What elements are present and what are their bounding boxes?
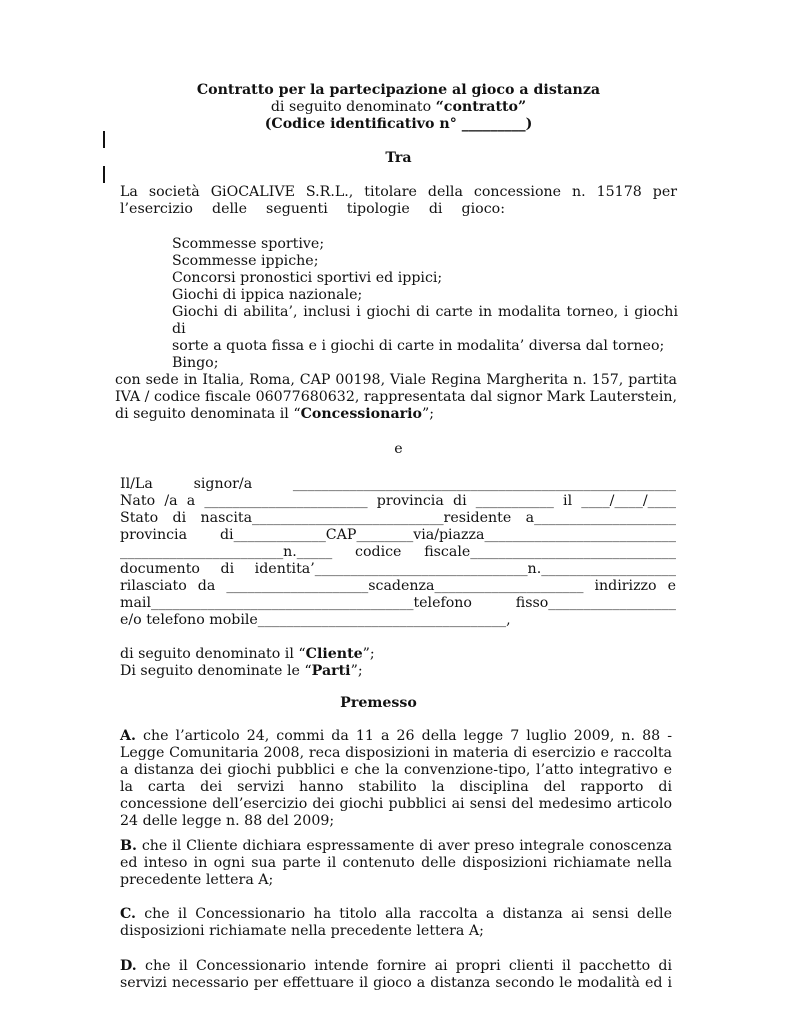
list-item: Concorsi pronostici sportivi ed ippici; (172, 270, 443, 286)
list-item: Giochi di ippica nazionale; (172, 287, 363, 303)
list-item: Scommesse ippiche; (172, 253, 319, 269)
code-identifier: (Codice identificativo n° _________) (264, 116, 533, 132)
game-types-list (172, 236, 678, 372)
parti-suffix: ”; (350, 663, 363, 679)
sede-line: IVA / codice fiscale 06077680632, rappresentata dal signor Mark Lauterstein, (115, 389, 677, 405)
clause-line (120, 906, 672, 923)
client-field-line: _______________________n._____ codice fiscale_____________________________ (120, 544, 676, 560)
client-field-line: documento di identita’______________________________n.___________________ (120, 561, 676, 577)
clause-text: che il Concessionario ha titolo alla raccolta a distanza ai sensi delle (144, 906, 672, 922)
clause-line: concessione dell’esercizio dei giochi pubblici ai sensi del medesimo articolo (120, 796, 672, 812)
parti-label: Parti (311, 663, 351, 679)
contract-title: Contratto per la partecipazione al gioco a distanza (196, 82, 601, 98)
revision-mark (103, 166, 105, 183)
list-item: Scommesse sportive; (172, 236, 325, 252)
subtitle-bold: “contratto” (435, 99, 527, 115)
parti-line (120, 663, 676, 680)
clause-line: servizi necessario per effettuare il gioco a distanza secondo le modalità ed i (120, 975, 672, 991)
intro-line: La società GiOCALIVE S.R.L., titolare della concessione n. 15178 per (120, 184, 677, 200)
list-item: sorte a quota fissa e i giochi di carte in modalita’ diversa dal torneo; (172, 338, 665, 354)
clause-line: precedente lettera A; (120, 872, 274, 888)
sede-line: con sede in Italia, Roma, CAP 00198, Viale Regina Margherita n. 157, partita (115, 372, 677, 388)
list-item: Giochi di abilita’, inclusi i giochi di carte in modalita torneo, i giochi di (172, 304, 678, 337)
clause-line: la carta dei servizi hanno stabilito la disciplina del rapporto di (120, 779, 672, 795)
client-field-line: Nato /a a _______________________ provincia di ___________ il ____/____/____ (120, 493, 676, 509)
revision-mark (103, 131, 105, 148)
cliente-suffix: ”; (362, 646, 375, 662)
tra-heading: Tra (385, 150, 412, 166)
sede-line (115, 406, 677, 423)
client-field-line: e/o telefono mobile___________________________________, (120, 612, 511, 628)
clause-line: 24 delle legge n. 88 del 2009; (120, 813, 335, 829)
e-separator: e (394, 441, 403, 457)
intro-paragraph (120, 184, 677, 218)
clause-letter: A. (120, 728, 136, 744)
list-item: Bingo; (172, 355, 219, 371)
clause-text: che il Concessionario intende fornire ai propri clienti il pacchetto di (145, 958, 672, 974)
clause-b (120, 838, 672, 889)
client-field-line: Stato di nascita___________________________residente a____________________ (120, 510, 676, 526)
parti-prefix: Di seguito denominate le “ (120, 663, 312, 679)
clause-letter: C. (120, 906, 136, 922)
cliente-prefix: di seguito denominato il “ (120, 646, 306, 662)
cliente-definition (120, 646, 676, 680)
client-fields (120, 476, 676, 629)
clause-line: a distanza dei giochi pubblici e che la convenzione-tipo, l’atto integrativo e (120, 762, 672, 778)
cliente-line (120, 646, 676, 663)
cliente-label: Cliente (305, 646, 363, 662)
intro-line: l’esercizio delle seguenti tipologie di gioco: (120, 201, 505, 217)
clause-line: disposizioni richiamate nella precedente lettera A; (120, 923, 484, 939)
clause-c (120, 906, 672, 940)
client-field-line: rilasciato da ____________________scadenza_____________________ indirizzo e (120, 578, 676, 594)
clause-line: ed inteso in ogni sua parte il contenuto delle disposizioni richiamate nella (120, 855, 672, 871)
clause-d (120, 958, 672, 992)
clause-line (120, 958, 672, 975)
contract-subtitle (0, 99, 791, 116)
clause-line: Legge Comunitaria 2008, reca disposizioni in materia di esercizio e raccolta (120, 745, 672, 761)
client-field-line: mail_____________________________________telefono fisso__________________ (120, 595, 676, 611)
clause-line (120, 728, 672, 745)
clause-letter: D. (120, 958, 137, 974)
clause-text: che l’articolo 24, commi da 11 a 26 della legge 7 luglio 2009, n. 88 - (143, 728, 672, 744)
sede-prefix: di seguito denominata il “ (115, 406, 301, 422)
sede-paragraph (115, 372, 677, 423)
clause-a (120, 728, 672, 830)
premesso-heading: Premesso (340, 695, 417, 711)
sede-suffix: ”; (421, 406, 435, 422)
client-field-line: Il/La signor/a ______________________________________________________ (120, 476, 676, 492)
client-field-line: provincia di_____________CAP________via/piazza___________________________ (120, 527, 676, 543)
clause-line (120, 838, 672, 855)
concessionario-label: Concessionario (300, 406, 422, 422)
clause-letter: B. (120, 838, 137, 854)
subtitle-prefix: di seguito denominato (270, 99, 436, 115)
clause-text: che il Cliente dichiara espressamente di aver preso integrale conoscenza (141, 838, 672, 854)
